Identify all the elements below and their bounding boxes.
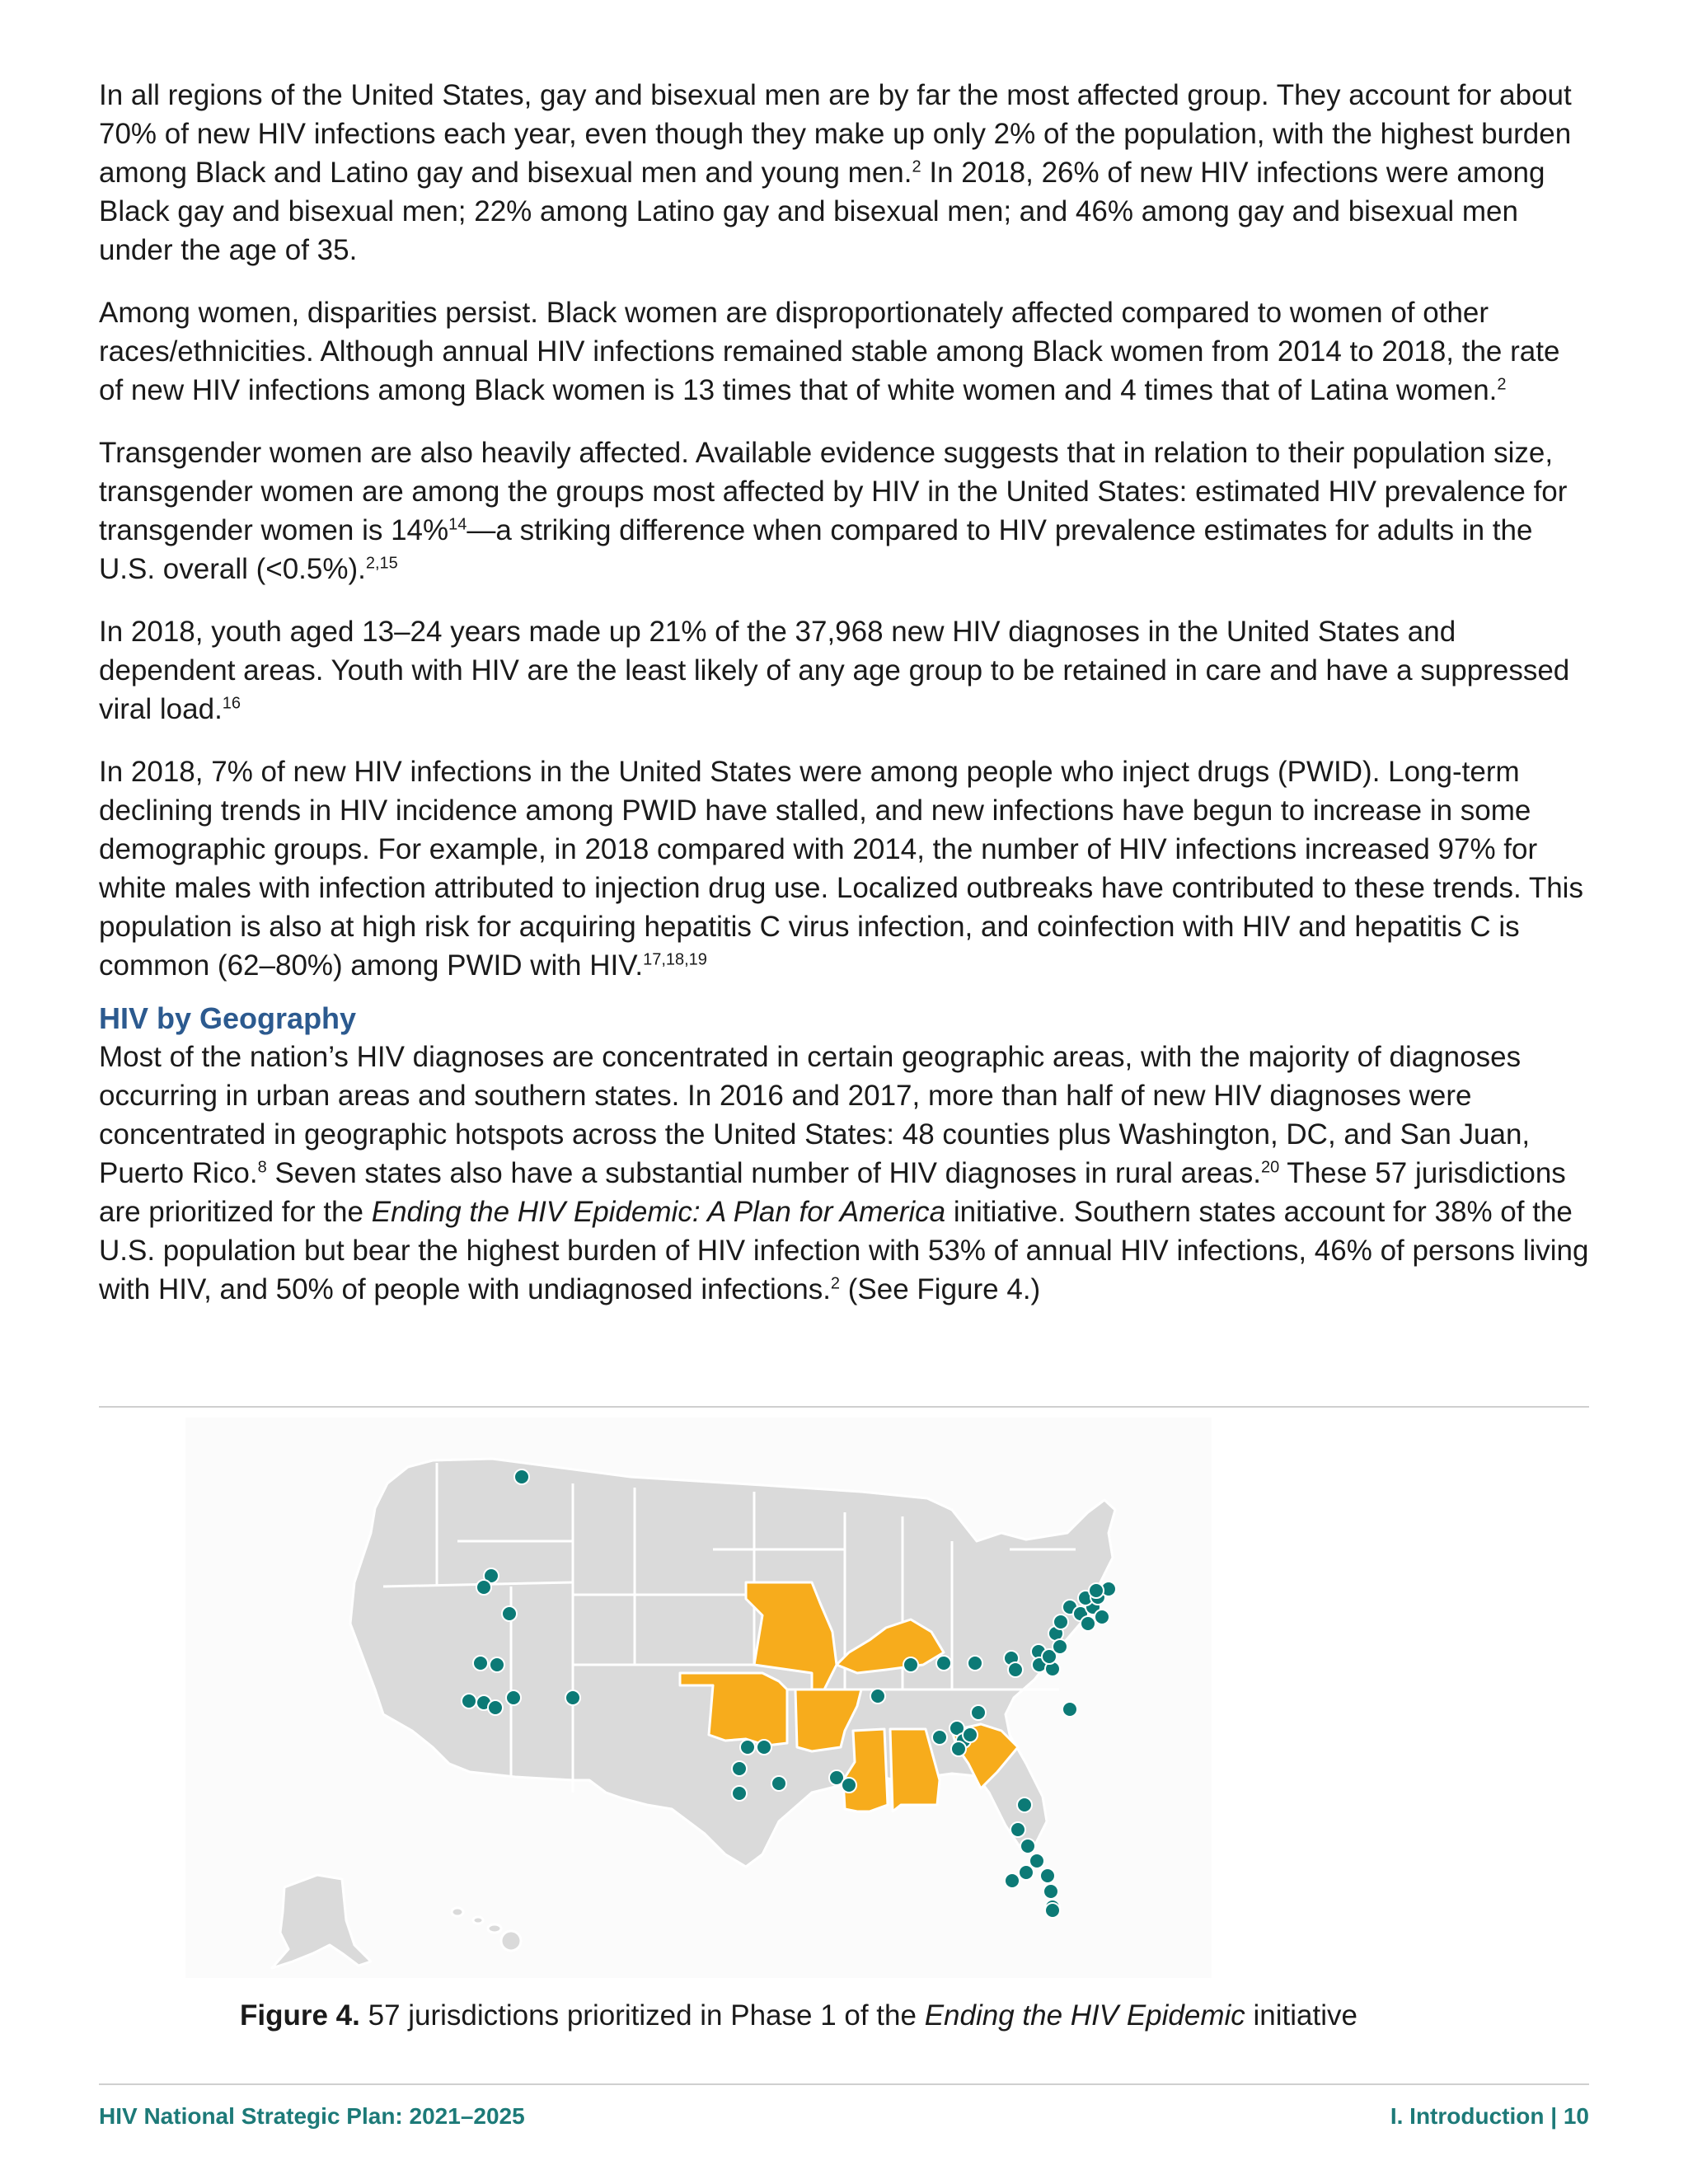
jurisdiction-dot (565, 1690, 580, 1705)
jurisdiction-dot (903, 1657, 918, 1672)
jurisdiction-dot (488, 1700, 503, 1715)
jurisdiction-dot (1081, 1616, 1095, 1631)
state-hawaii (452, 1908, 521, 1951)
jurisdiction-dot (490, 1657, 504, 1672)
jurisdiction-dot (842, 1778, 856, 1793)
jurisdiction-dot (514, 1469, 529, 1484)
jurisdiction-dot (1053, 1615, 1068, 1629)
jurisdiction-dot (1005, 1873, 1020, 1888)
jurisdiction-dot (1017, 1797, 1032, 1812)
us-mainland (350, 1459, 1115, 1867)
paragraph-pwid: In 2018, 7% of new HIV infections in the United States were among people who inject drugs (PWID). Long-term declining trends in HIV incidence among PWID have stalled, and new infections have begun to increase in some demographic groups. For example, in 2018 compared with 2014, the number of HIV infections increased 97% for white males with infection attributed to injection drug use. Localized outbreaks have contributed to these trends. This population is also at high risk for acquiring hepatitis C virus infection, and coinfection with HIV and hepatitis C is common (62–80%) among PWID with HIV.$^{17,18,19}$ (99, 756, 1583, 982)
jurisdiction-dot (968, 1656, 982, 1671)
jurisdiction-dot (936, 1656, 951, 1671)
footer-document-title: HIV National Strategic Plan: 2021–2025 (99, 2103, 525, 2129)
jurisdiction-dot (870, 1689, 885, 1704)
divider-bottom (99, 2083, 1589, 2085)
divider-top (99, 1406, 1589, 1408)
jurisdiction-dot (1019, 1865, 1034, 1880)
jurisdiction-dot (963, 1727, 978, 1742)
section-heading: HIV by Geography (99, 1001, 357, 1035)
jurisdiction-dot (757, 1740, 771, 1755)
jurisdiction-dot (740, 1740, 755, 1755)
jurisdiction-dot (732, 1761, 747, 1776)
jurisdiction-dot (1045, 1903, 1060, 1918)
jurisdiction-dot (1010, 1822, 1025, 1837)
jurisdiction-dot (971, 1705, 986, 1720)
state-alaska (272, 1875, 371, 1968)
jurisdiction-dot (1062, 1702, 1077, 1717)
figure-caption: Figure 4. 57 jurisdictions prioritized in Phase 1 of the Ending the HIV Epidemic initiative (240, 1999, 1357, 2032)
document-body (99, 76, 1591, 1333)
jurisdiction-dot (1029, 1854, 1044, 1868)
us-map-figure (185, 1418, 1212, 1978)
paragraph-youth: In 2018, youth aged 13–24 years made up 21% of the 37,968 new HIV diagnoses in the United States and dependent areas. Youth with HIV are the least likely of any age group to be retained in care and have a suppressed viral load.$^{16}$ (99, 616, 1570, 725)
jurisdiction-dot (506, 1690, 521, 1705)
jurisdiction-dot (476, 1580, 491, 1595)
jurisdiction-dot (951, 1741, 966, 1756)
jurisdiction-dot (502, 1606, 517, 1621)
jurisdiction-dot (1095, 1610, 1109, 1624)
jurisdiction-dot (1053, 1639, 1067, 1654)
footer-section-page: I. Introduction | 10 (1390, 2103, 1589, 2129)
jurisdiction-dot (1008, 1662, 1023, 1677)
jurisdiction-dot (462, 1694, 476, 1708)
jurisdiction-dot (1040, 1868, 1055, 1883)
jurisdiction-dot (1043, 1884, 1058, 1899)
us-map (185, 1418, 1212, 1978)
jurisdiction-dot (732, 1786, 747, 1801)
jurisdiction-dot (932, 1730, 947, 1745)
jurisdiction-dot (1020, 1839, 1035, 1854)
paragraph-women: Among women, disparities persist. Black women are disproportionately affected compared to women of other races/ethnicities. Although annual HIV infections remained stable among Black women from 2014 to 2018, the rate of new HIV infections among Black women is 13 times that of white women and 4 times that of Latina women.$^2$ (99, 297, 1560, 406)
jurisdiction-dot (1089, 1583, 1104, 1598)
jurisdiction-dot (473, 1656, 488, 1671)
paragraph-transgender-women: Transgender women are also heavily affected. Available evidence suggests that in relation to their population size, transgender women are among the groups most affected by HIV in the United States: estimated HIV prevalence for transgender women is 14%$^{14}$—a striking difference when compared to HIV prevalence estimates for adults in the U.S. overall (<0.5%).$^{2,15}$ (99, 437, 1568, 585)
jurisdiction-dot (771, 1776, 786, 1791)
paragraph-gay-bisexual-men: In all regions of the United States, gay and bisexual men are by far the most affected group. They account for about 70% of new HIV infections each year, even though they make up only 2% of the population, with the highest burden among Black and Latino gay and bisexual men and young men.$^2$ In 2018, 26% of new HIV infections were among Black gay and bisexual men; 22% among Latino gay and bisexual men; and 46% among gay and bisexual men under the age of 35. (99, 79, 1572, 266)
paragraph-geography: Most of the nation’s HIV diagnoses are concentrated in certain geographic areas, with the majority of diagnoses occurring in urban areas and southern states. In 2016 and 2017, more than half of new HIV diagnoses were concentrated in geographic hotspots across the United States: 48 counties plus Washington, DC, and San Juan, Puerto Rico.$^8$ Seven states also have a substantial number of HIV diagnoses in rural areas.$^{20}$ These 57 jurisdictions are prioritized for the Ending the HIV Epidemic: A Plan for America initiative. Southern states account for 38% of the U.S. population but bear the highest burden of HIV infection with 53% of annual HIV infections, 46% of persons living with HIV, and 50% of people with undiagnosed infections.$^2$ (See Figure 4.) (99, 1041, 1589, 1305)
